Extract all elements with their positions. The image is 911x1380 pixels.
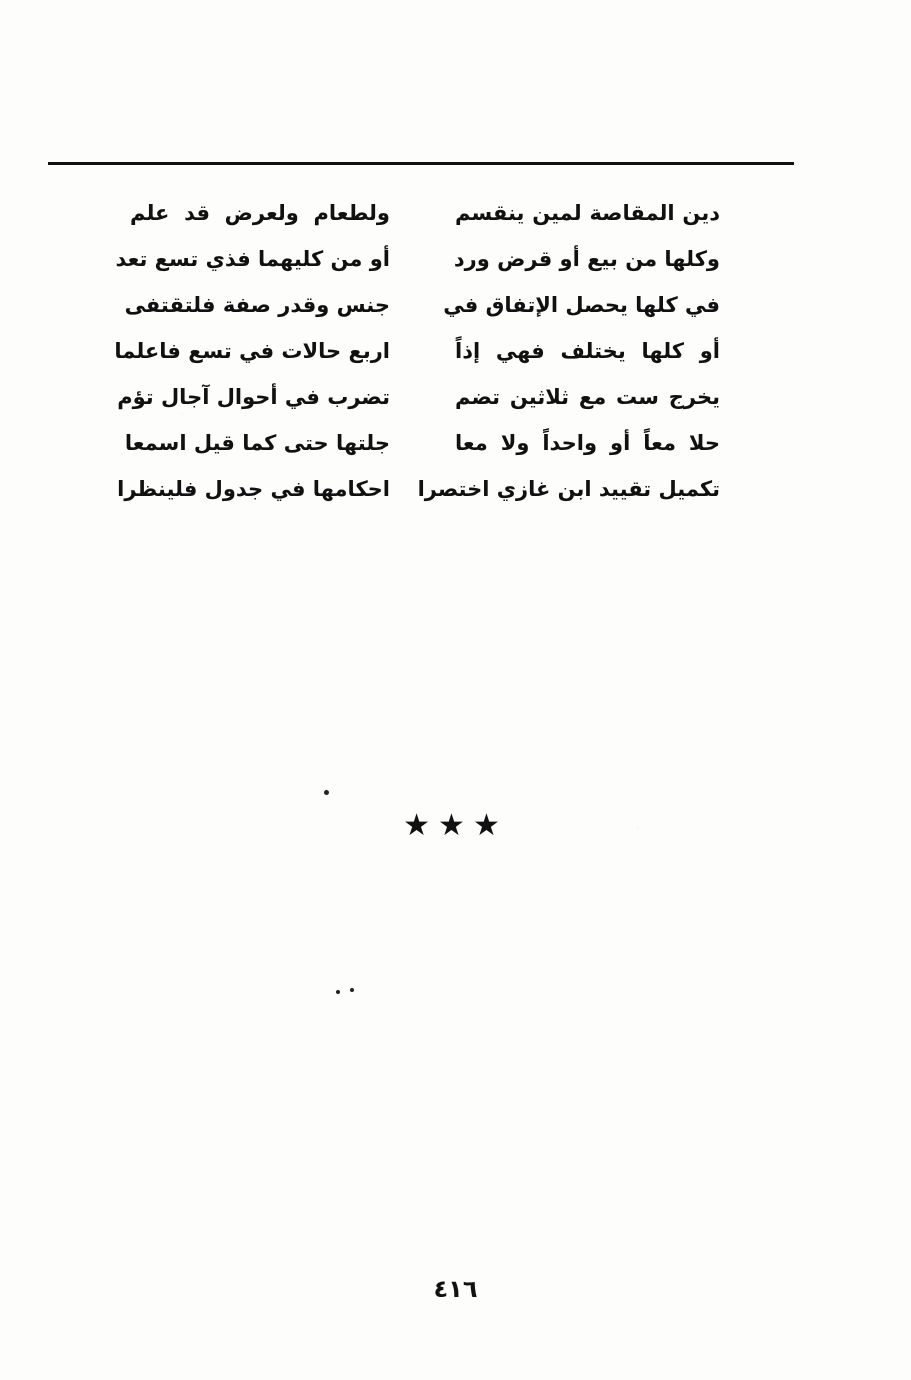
- verse-line: اربع حالات في تسع فاعلما: [114, 339, 390, 363]
- verse-line: ولطعام ولعرض قد علم: [130, 201, 390, 225]
- verse-line: دين المقاصة لمين ينقسم: [455, 201, 720, 225]
- verse-line: تكميل تقييد ابن غازي اختصرا: [417, 477, 720, 501]
- verse-line: يخرج ست مع ثلاثين تضم: [455, 385, 720, 409]
- ink-speck: [324, 790, 329, 795]
- section-separator: ★★★: [403, 808, 508, 843]
- page-number: ٤١٦: [433, 1275, 478, 1303]
- verse-column-right: [417, 190, 720, 512]
- ink-speck: [336, 990, 340, 994]
- verse-line: حلا معاً أو واحداً ولا معا: [455, 431, 720, 455]
- verse-line: وكلها من بيع أو قرض ورد: [453, 247, 720, 271]
- verse-line: في كلها يحصل الإتفاق في: [443, 293, 720, 317]
- ink-speck: [350, 988, 354, 992]
- verse-line: جلتها حتى كما قيل اسمعا: [124, 431, 390, 455]
- verse-line: أو من كليهما فذي تسع تعد: [115, 247, 390, 271]
- verse-column-left: [114, 190, 390, 512]
- verse-line: جنس وقدر صفة فلتقتفى: [124, 293, 390, 317]
- verse-line: تضرب في أحوال آجال تؤم: [117, 385, 390, 409]
- verse-line: أو كلها يختلف فهي إذاً: [455, 339, 720, 363]
- header-rule: [48, 162, 794, 165]
- verse-line: احكامها في جدول فلينظرا: [117, 477, 390, 501]
